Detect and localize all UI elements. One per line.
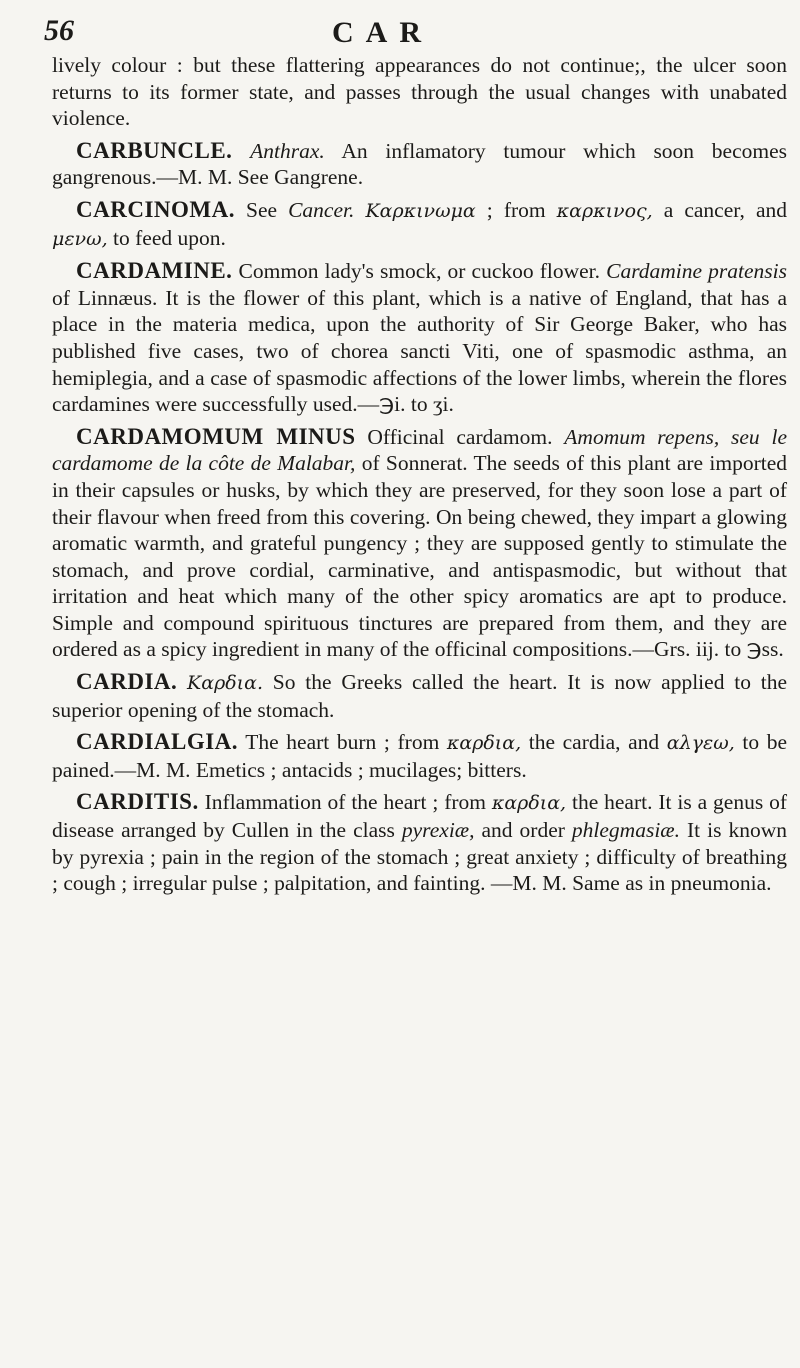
greek-term: Καρδια.: [187, 672, 264, 695]
headword: CARDIA.: [76, 669, 178, 695]
entry-cardamomum: [52, 424, 787, 663]
italic-term: phlegmasiæ.: [571, 818, 681, 843]
entry-text: [354, 198, 365, 222]
entry-continuation: [52, 52, 787, 132]
entry-text: See: [234, 197, 289, 222]
entry-carditis: [52, 789, 787, 896]
entry-text: to feed upon.: [107, 225, 226, 250]
italic-term: pyrexiæ,: [401, 818, 475, 843]
entry-text: the heart. It is a genus of disease arranged by Cullen in the class: [52, 790, 787, 843]
entry-text: It is known by pyrexia ; pain in the region of the stomach ; great anxiety ; difficulty of breathing ; cough ; irregular pulse ; palpitation, and fainting. —M. M. Same as in pneumonia.: [52, 818, 788, 896]
entry-carcinoma: [52, 197, 787, 252]
entry-cardamine: [52, 258, 787, 418]
entry-text: lively colour : but these flattering appearances do not continue;, the ulcer soon returns to its former state, and passes through the usual changes with unabated violence.: [52, 53, 787, 131]
headword: CARDIALGIA.: [76, 729, 239, 755]
italic-term: Cancer.: [288, 197, 355, 222]
entry-text: An inflamatory tumour which soon becomes gangrenous.—M. M. See Gangrene.: [52, 138, 787, 190]
greek-term: καρκινος,: [556, 199, 653, 222]
page-header: [44, 12, 784, 52]
entry-text: So the Greeks called the heart. It is now applied to the superior opening of the stomach.: [52, 670, 788, 722]
entry-text: a cancer, and: [652, 197, 787, 222]
greek-term: αλγεω,: [666, 732, 735, 755]
entry-text: of Sonnerat. The seeds of this plant are imported in their capsules or husks, by which they are preserved, for they soon lose a part of their flavour when freed from this covering. On being chewed, they impart a glowing aromatic warmth, and grateful pungency ; they are supposed gently to stimulate the stomach, and prove cordial, carminative, and antispasmodic, but without that irritation and heat which many of the other spicy aromatics are apt to produce. Simple and compound spirituous tinctures are prepared from them, and they are ordered as a spicy ingredient in many of the officinal compositions.—Grs. iij. to ℈ss.: [52, 451, 787, 662]
entry-carbuncle: [52, 138, 787, 191]
greek-term: καρδια,: [446, 732, 522, 755]
entry-text: the cardia, and: [521, 730, 667, 755]
entry-cardia: [52, 669, 787, 723]
entry-text: Common lady's smock, or cuckoo flower.: [232, 259, 607, 284]
entry-text: Officinal cardamom.: [355, 424, 565, 449]
entries-body: [52, 52, 787, 897]
headword: CARDAMOMUM MINUS: [76, 423, 356, 449]
greek-term: Καρκινωμα: [365, 199, 476, 222]
running-head: CAR: [332, 16, 433, 49]
italic-term: Cardamine pratensis: [606, 259, 787, 284]
entry-text: and order: [474, 818, 572, 843]
headword: CARCINOMA.: [76, 196, 235, 222]
entry-text: ; from: [475, 197, 557, 222]
entry-cardialgia: [52, 729, 787, 783]
greek-term: καρδια,: [491, 792, 567, 815]
headword: CARBUNCLE.: [76, 137, 233, 163]
headword: CARDAMINE.: [76, 258, 233, 284]
entry-text: [177, 670, 187, 694]
italic-term: Amomum repens, seu le cardamome de la côte de Malabar,: [52, 424, 787, 476]
greek-term: μενω,: [52, 227, 108, 250]
entry-text: [232, 139, 250, 163]
headword: CARDITIS.: [76, 789, 199, 815]
entry-text: The heart burn ; from: [238, 730, 447, 755]
page-number: 56: [44, 14, 74, 47]
entry-text: to be pained.—M. M. Emetics ; antacids ; mucilages; bitters.: [52, 730, 787, 782]
italic-term: Anthrax.: [250, 138, 325, 163]
entry-text: Inflammation of the heart ; from: [198, 790, 492, 815]
entry-text: of Linnæus. It is the flower of this plant, which is a native of England, that has a place in the materia medica, upon the authority of Sir George Baker, who has published five cases, two of chorea sancti Viti, one of spasmodic asthma, an hemiplegia, and a case of spasmodic affections of the lower limbs, wherein the flores cardamines were successfully used.—℈i. to ʒi.: [52, 285, 787, 417]
